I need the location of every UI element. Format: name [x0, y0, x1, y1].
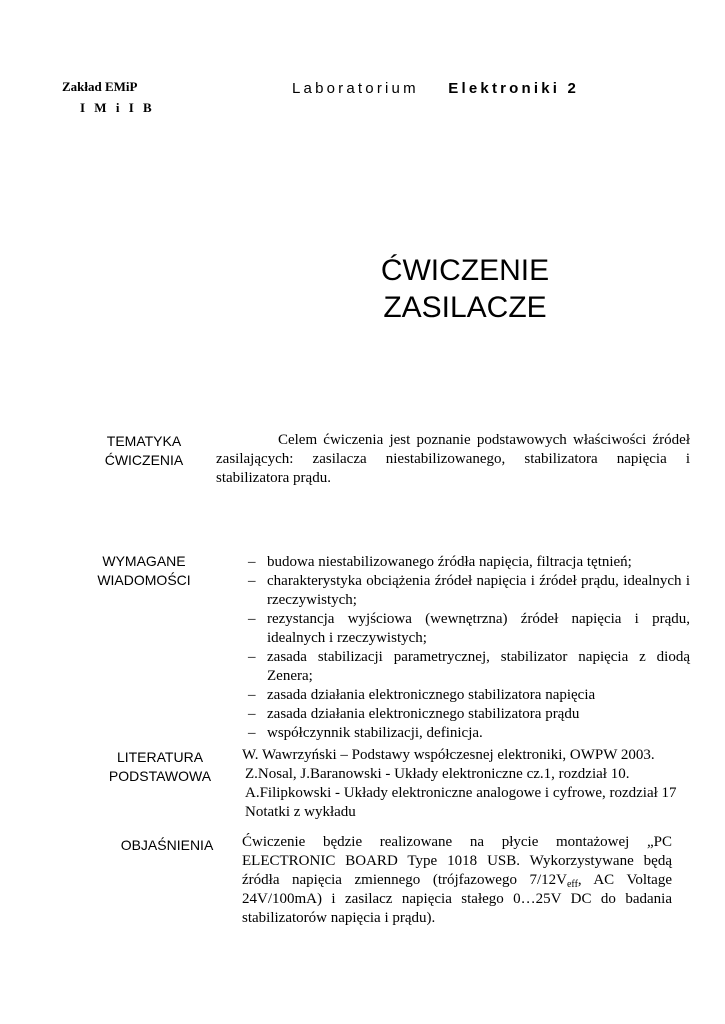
lab-prefix: Laboratorium — [292, 80, 419, 97]
dash-bullet: – — [248, 649, 256, 665]
list-item-text: zasada stabilizacji parametrycznej, stabilizator napięcia z diodą Zenera; — [267, 649, 690, 684]
institute-name: I M i I B — [80, 100, 155, 115]
list-item-text: budowa niestabilizowanego źródła napięcia, filtracja tętnień; — [267, 554, 632, 570]
label-line: PODSTAWOWA — [108, 768, 212, 784]
section-text-objasnienia — [242, 833, 672, 928]
list-item — [248, 553, 690, 572]
department-name: Zakład EMiP — [62, 79, 138, 94]
label-line: LITERATURA — [116, 749, 204, 765]
objasnienia-text-part2: , AC Voltage 24V/100mA) i zasilacz napięcia stałego 0…25V DC do badania stabilizatorów napięcia i prądu). — [242, 872, 672, 926]
list-item — [248, 724, 690, 743]
label-line: TEMATYKA — [106, 433, 182, 449]
literature-item: W. Wawrzyński – Podstawy współczesnej elektroniki, OWPW 2003. — [242, 747, 655, 763]
list-item-text: zasada działania elektronicznego stabilizatora napięcia — [267, 687, 596, 703]
list-item — [248, 648, 690, 686]
dash-bullet: – — [248, 725, 256, 741]
list-item-text: zasada działania elektronicznego stabilizatora prądu — [267, 706, 580, 722]
exercise-title — [300, 252, 630, 326]
list-item — [248, 572, 690, 610]
section-label-literatura — [100, 748, 220, 786]
label-line: WIADOMOŚCI — [97, 572, 191, 588]
objasnienia-text-part1: Ćwiczenie będzie realizowane na płycie montażowej „PC ELECTRONIC BOARD Type 1018 USB. Wykorzystywane będą źródła napięcia zmiennego (trójfazowego 7/12V — [242, 834, 672, 888]
lab-name: Elektroniki 2 — [448, 80, 580, 97]
section-label-tematyka — [84, 432, 204, 470]
literature-item: Z.Nosal, J.Baranowski - Układy elektroniczne cz.1, rozdział 10. — [245, 766, 630, 782]
list-item — [248, 686, 690, 705]
label-line: ĆWICZENIA — [104, 452, 184, 468]
literature-list — [242, 746, 692, 822]
label-line: WYMAGANE — [102, 553, 186, 569]
dash-bullet: – — [248, 554, 256, 570]
exercise-title-line2: ZASILACZE — [383, 291, 547, 324]
label-line: OBJAŚNIENIA — [120, 837, 214, 853]
list-item-text: współczynnik stabilizacji, definicja. — [267, 725, 483, 741]
dash-bullet: – — [248, 611, 256, 627]
knowledge-list — [248, 553, 690, 743]
dash-bullet: – — [248, 573, 256, 589]
literature-item: A.Filipkowski - Układy elektroniczne analogowe i cyfrowe, rozdział 17 — [245, 785, 677, 801]
section-label-objasnienia — [107, 836, 227, 855]
dash-bullet: – — [248, 687, 256, 703]
exercise-title-line1: ĆWICZENIE — [380, 254, 550, 287]
list-item — [248, 610, 690, 648]
section-text-tematyka — [216, 431, 690, 488]
objasnienia-subscript: eff — [566, 879, 578, 890]
lab-title — [292, 80, 579, 97]
literature-item: Notatki z wykładu — [245, 804, 356, 820]
section-label-wiadomosci — [84, 552, 204, 590]
list-item-text: rezystancja wyjściowa (wewnętrzna) źródeł napięcia i prądu, idealnych i rzeczywistych; — [267, 611, 690, 646]
list-item-text: charakterystyka obciążenia źródeł napięcia i źródeł prądu, idealnych i rzeczywistych; — [267, 573, 690, 608]
dash-bullet: – — [248, 706, 256, 722]
tematyka-text: Celem ćwiczenia jest poznanie podstawowych właściwości źródeł zasilających: zasilacza niestabilizowanego, stabilizatora napięcia i stabilizatora prądu. — [216, 432, 690, 486]
list-item — [248, 705, 690, 724]
